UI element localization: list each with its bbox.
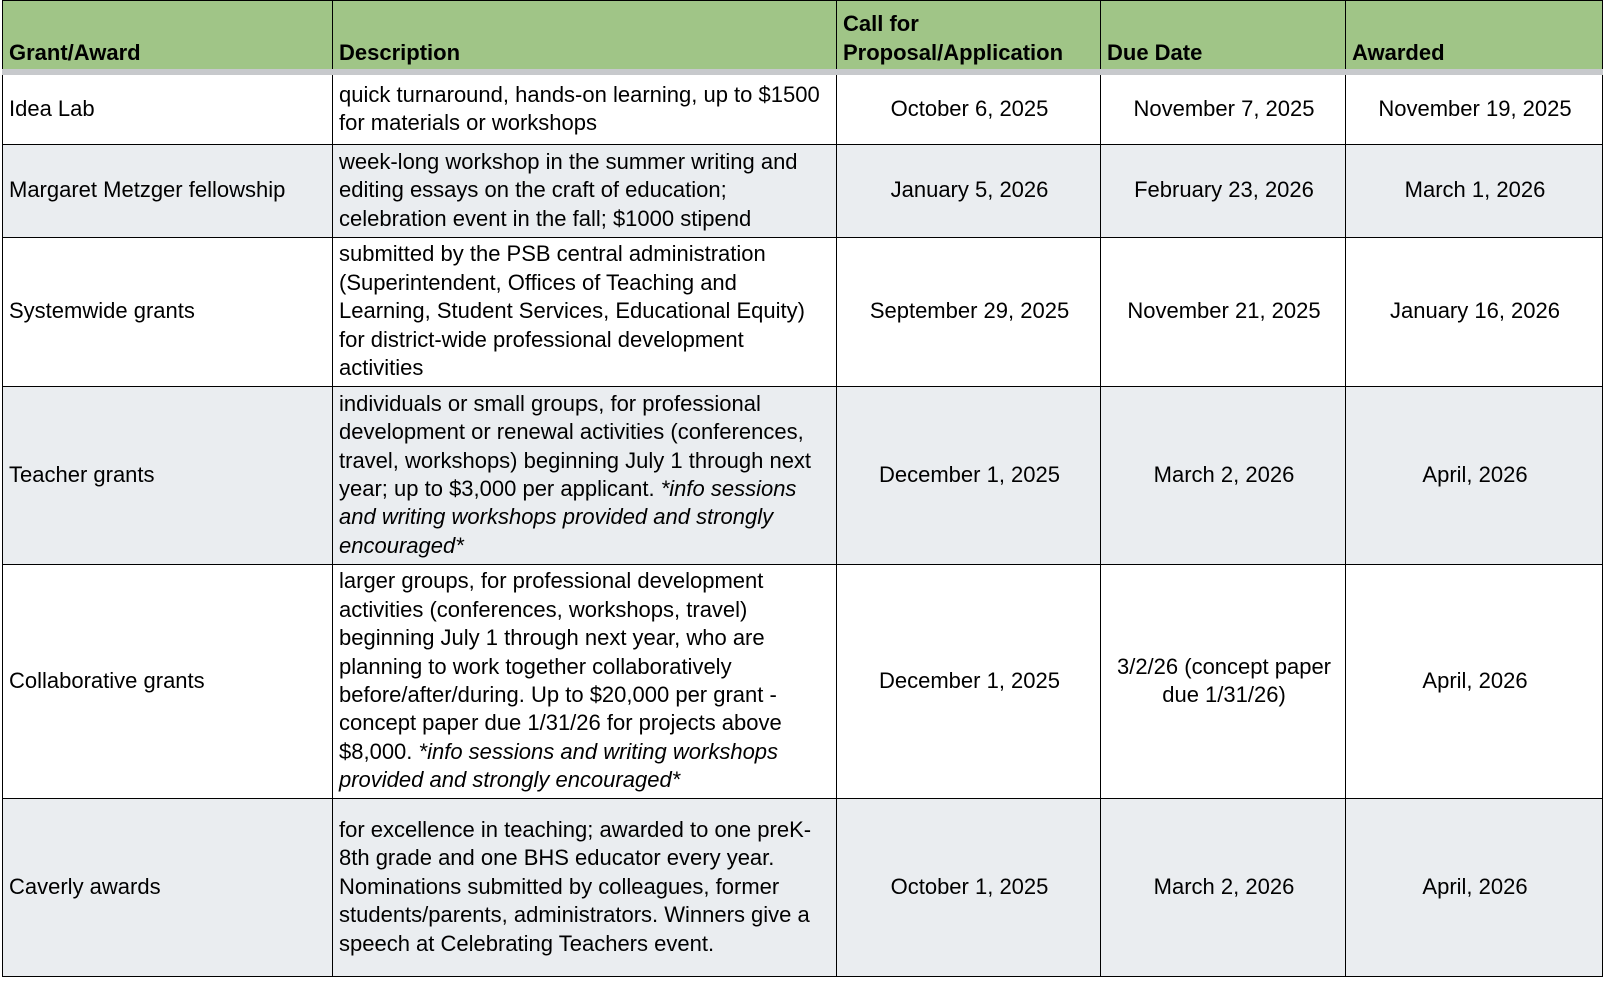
grant-name: Idea Lab xyxy=(3,72,333,144)
grant-name: Caverly awards xyxy=(3,798,333,976)
grant-name: Collaborative grants xyxy=(3,564,333,798)
grant-name: Margaret Metzger fellowship xyxy=(3,144,333,237)
due-date: March 2, 2026 xyxy=(1101,386,1346,564)
description-text: submitted by the PSB central administration (Superintendent, Offices of Teaching and Learning, Student Services, Educational Equity) for district-wide professional development activities xyxy=(339,241,805,381)
awarded-date: April, 2026 xyxy=(1346,798,1603,976)
description-text: larger groups, for professional development activities (conferences, workshops, travel) beginning July 1 through next year, who are planning to work together collaboratively before/after/during. Up to $20,000 per grant - concept paper due 1/31/26 for projects above $8,000. xyxy=(339,568,782,764)
description-text: week-long workshop in the summer writing and editing essays on the craft of education; celebration event in the fall; $1000 stipend xyxy=(339,148,798,231)
table-row xyxy=(3,798,1603,976)
grants-table xyxy=(2,0,1603,977)
call-date: January 5, 2026 xyxy=(837,144,1101,237)
awarded-date: January 16, 2026 xyxy=(1346,237,1603,386)
due-date: February 23, 2026 xyxy=(1101,144,1346,237)
due-date: 3/2/26 (concept paper due 1/31/26) xyxy=(1101,564,1346,798)
description-note: *info sessions and writing workshops provided and strongly encouraged* xyxy=(339,738,779,793)
grant-name: Systemwide grants xyxy=(3,237,333,386)
due-date: November 7, 2025 xyxy=(1101,72,1346,144)
description-cell xyxy=(333,386,837,564)
call-date: October 6, 2025 xyxy=(837,72,1101,144)
table-row xyxy=(3,386,1603,564)
description-text: individuals or small groups, for professional development or renewal activities (conferences, travel, workshops) beginning July 1 through next year; up to $3,000 per applicant. xyxy=(339,390,812,501)
header-grant: Grant/Award xyxy=(3,1,333,73)
table-row xyxy=(3,237,1603,386)
grant-name: Teacher grants xyxy=(3,386,333,564)
description-note: *info sessions and writing workshops provided and strongly encouraged* xyxy=(339,476,797,558)
description-text: for excellence in teaching; awarded to one preK-8th grade and one BHS educator every year. Nominations submitted by colleagues, former students/parents, administrators. Winners give a speech at Celebrating Teachers event. xyxy=(339,816,812,956)
description-cell xyxy=(333,564,837,798)
header-description: Description xyxy=(333,1,837,73)
description-text: quick turnaround, hands-on learning, up to $1500 for materials or workshops xyxy=(339,81,820,136)
description-cell xyxy=(333,237,837,386)
due-date: November 21, 2025 xyxy=(1101,237,1346,386)
call-date: September 29, 2025 xyxy=(837,237,1101,386)
header-due-date: Due Date xyxy=(1101,1,1346,73)
awarded-date: March 1, 2026 xyxy=(1346,144,1603,237)
call-date: October 1, 2025 xyxy=(837,798,1101,976)
description-cell xyxy=(333,144,837,237)
table-row xyxy=(3,72,1603,144)
table-row xyxy=(3,144,1603,237)
awarded-date: April, 2026 xyxy=(1346,386,1603,564)
due-date: March 2, 2026 xyxy=(1101,798,1346,976)
description-cell xyxy=(333,72,837,144)
header-row xyxy=(3,1,1603,73)
table-row xyxy=(3,564,1603,798)
call-date: December 1, 2025 xyxy=(837,564,1101,798)
awarded-date: November 19, 2025 xyxy=(1346,72,1603,144)
call-date: December 1, 2025 xyxy=(837,386,1101,564)
header-awarded: Awarded xyxy=(1346,1,1603,73)
awarded-date: April, 2026 xyxy=(1346,564,1603,798)
description-cell xyxy=(333,798,837,976)
header-call: Call for Proposal/Application xyxy=(837,1,1101,73)
